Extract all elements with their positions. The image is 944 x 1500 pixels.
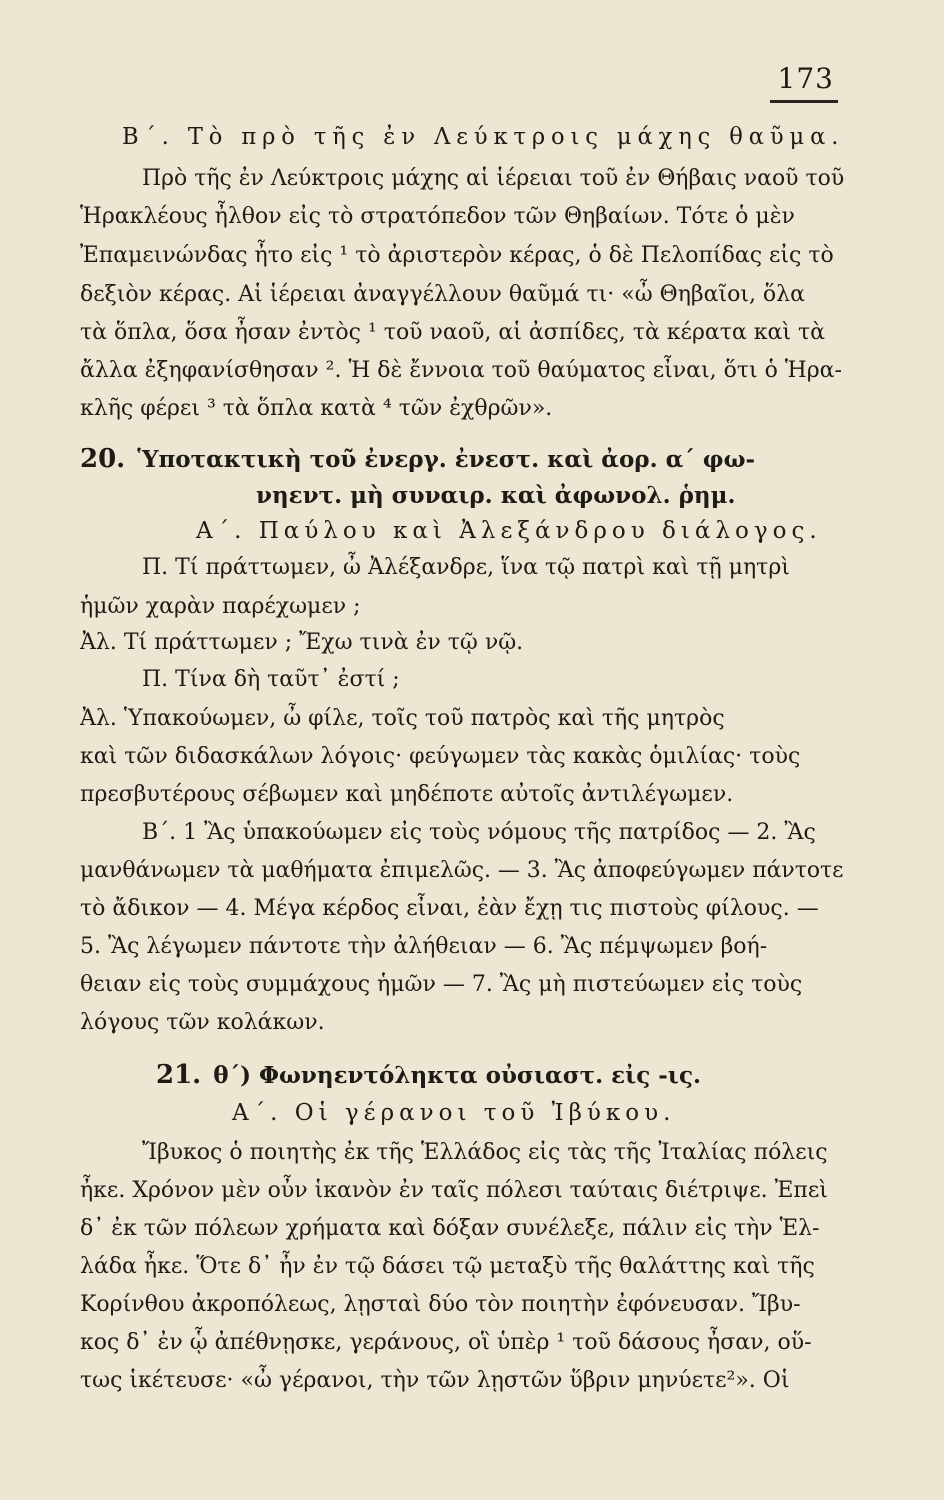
text-line: τως ἱκέτευσε· «ὦ γέρανοι, τὴν τῶν λῃστῶν ὕβριν μηνύετε²». Οἱ bbox=[80, 1368, 790, 1393]
page-number: 173 bbox=[777, 62, 834, 95]
text-line: Β΄. 1 Ἂς ὑπακούωμεν εἰς τοὺς νόμους τῆς πατρίδος — 2. Ἂς bbox=[142, 820, 816, 845]
text-line: λάδα ἦκε. Ὅτε δ᾽ ἦν ἐν τῷ δάσει τῷ μεταξὺ τῆς θαλάττης καὶ τῆς bbox=[80, 1254, 815, 1279]
text-line: Ἀλ. Τί πράττωμεν ; Ἔχω τινὰ ἐν τῷ νῷ. bbox=[80, 630, 524, 655]
text-line: τὰ ὅπλα, ὅσα ἦσαν ἐντὸς ¹ τοῦ ναοῦ, αἱ ἀσπίδες, τὰ κέρατα καὶ τὰ bbox=[80, 320, 826, 345]
text-line: Κορίνθου ἀκροπόλεως, λῃσταὶ δύο τὸν ποιητὴν ἐφόνευσαν. Ἴβυ- bbox=[80, 1292, 801, 1317]
text-line: Πρὸ τῆς ἐν Λεύκτροις μάχης αἱ ἱέρειαι τοῦ ἐν Θήβαις ναοῦ τοῦ bbox=[142, 166, 845, 191]
text-line: καὶ τῶν διδασκάλων λόγοις· φεύγωμεν τὰς κακὰς ὁμιλίας· τοὺς bbox=[80, 744, 801, 769]
section-number: 20. bbox=[80, 444, 126, 474]
subsection-title: Α΄. Παύλου καὶ Ἀλεξάνδρου διάλογος. bbox=[196, 518, 822, 544]
text-line: Ἴβυκος ὁ ποιητὴς ἐκ τῆς Ἑλλάδος εἰς τὰς τῆς Ἰταλίας πόλεις bbox=[142, 1140, 828, 1165]
section-title: θ΄) Φωνηεντόληκτα οὐσιαστ. εἰς -ις. bbox=[213, 1062, 701, 1089]
header-rule bbox=[770, 100, 838, 103]
section-heading bbox=[156, 1060, 701, 1090]
section-heading bbox=[80, 444, 755, 474]
text-line: Ἡρακλέους ἦλθον εἰς τὸ στρατόπεδον τῶν Θηβαίων. Τότε ὁ μὲν bbox=[80, 204, 795, 229]
text-line: τὸ ἄδικον — 4. Μέγα κέρδος εἶναι, ἐὰν ἔχῃ τις πιστοὺς φίλους. — bbox=[80, 896, 819, 921]
text-line: θειαν εἰς τοὺς συμμάχους ἡμῶν — 7. Ἂς μὴ πιστεύωμεν εἰς τοὺς bbox=[80, 972, 803, 997]
section-heading-cont: νηεντ. μὴ συναιρ. καὶ ἀφωνολ. ῥημ. bbox=[256, 482, 736, 509]
text-line: πρεσβυτέρους σέβωμεν καὶ μηδέποτε αὐτοῖς ἀντιλέγωμεν. bbox=[80, 782, 734, 807]
text-line: Π. Τί πράττωμεν, ὦ Ἀλέξανδρε, ἵνα τῷ πατρὶ καὶ τῇ μητρὶ bbox=[142, 555, 790, 580]
text-line: ἡμῶν χαρὰν παρέχωμεν ; bbox=[80, 594, 361, 619]
section-number: 21. bbox=[156, 1060, 202, 1090]
text-line: Ἐπαμεινώνδας ἦτο εἰς ¹ τὸ ἀριστερὸν κέρας, ὁ δὲ Πελοπίδας εἰς τὸ bbox=[80, 243, 834, 268]
text-line: 5. Ἂς λέγωμεν πάντοτε τὴν ἀλήθειαν — 6. Ἂς πέμψωμεν βοή- bbox=[80, 934, 768, 959]
text-line: Ἀλ. Ὑπακούωμεν, ὦ φίλε, τοῖς τοῦ πατρὸς καὶ τῆς μητρὸς bbox=[80, 706, 725, 731]
text-line: δεξιὸν κέρας. Αἱ ἱέρειαι ἀναγγέλλουν θαῦμά τι· «ὦ Θηβαῖοι, ὅλα bbox=[80, 282, 805, 307]
text-line: κλῆς φέρει ³ τὰ ὅπλα κατὰ ⁴ τῶν ἐχθρῶν». bbox=[80, 396, 553, 421]
text-line: λόγους τῶν κολάκων. bbox=[80, 1010, 325, 1035]
text-line: Π. Τίνα δὴ ταῦτ᾽ ἐστί ; bbox=[142, 667, 400, 692]
section-title: Ὑποτακτικὴ τοῦ ἐνεργ. ἐνεστ. καὶ ἀορ. α΄ φω- bbox=[137, 446, 756, 473]
text-line: κος δ᾽ ἐν ᾧ ἀπέθνῃσκε, γεράνους, οἳ ὑπὲρ ¹ τοῦ δάσους ἦσαν, οὕ- bbox=[80, 1330, 812, 1355]
text-line: ἄλλα ἐξηφανίσθησαν ². Ἡ δὲ ἔννοια τοῦ θαύματος εἶναι, ὅτι ὁ Ἡρα- bbox=[80, 358, 842, 383]
subsection-title: Α΄. Οἱ γέρανοι τοῦ Ἰβύκου. bbox=[232, 1100, 676, 1126]
section-heading: Β΄. Τὸ πρὸ τῆς ἐν Λεύκτροις μάχης θαῦμα. bbox=[122, 124, 845, 150]
text-line: μανθάνωμεν τὰ μαθήματα ἐπιμελῶς. — 3. Ἂς ἀποφεύγωμεν πάντοτε bbox=[80, 858, 844, 883]
text-line: ἦκε. Χρόνον μὲν οὖν ἱκανὸν ἐν ταῖς πόλεσι ταύταις διέτριψε. Ἐπεὶ bbox=[80, 1178, 828, 1203]
text-line: δ᾽ ἐκ τῶν πόλεων χρήματα καὶ δόξαν συνέλεξε, πάλιν εἰς τὴν Ἑλ- bbox=[80, 1216, 820, 1241]
